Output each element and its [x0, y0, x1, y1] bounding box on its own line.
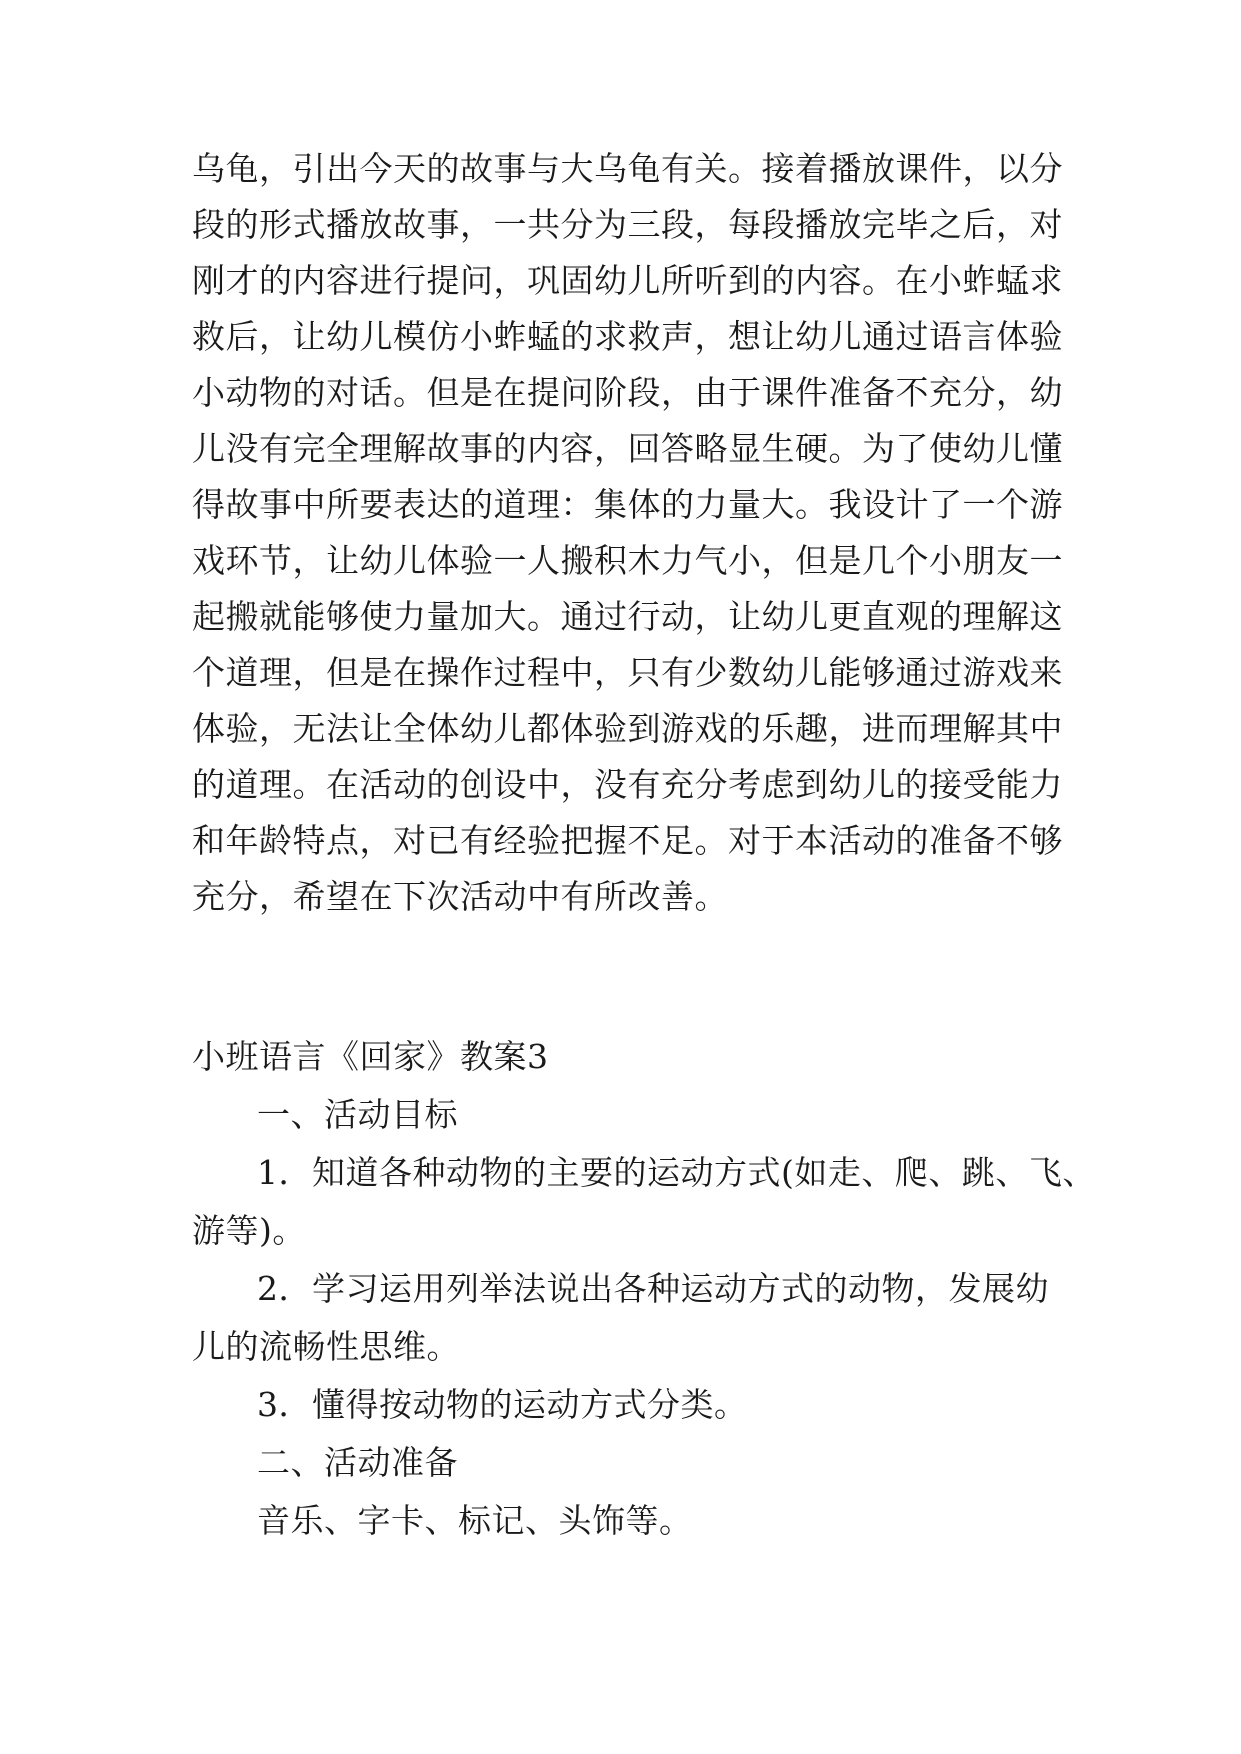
text-line: 刚才的内容进行提问，巩固幼儿所听到的内容。在小蚱蜢求 [192, 261, 1063, 300]
goal-2-line-1: 2．学习运用列举法说出各种运动方式的动物，发展幼 [257, 1269, 1049, 1308]
text-line: 戏环节，让幼儿体验一人搬积木力气小，但是几个小朋友一 [192, 541, 1063, 580]
text-line: 救后，让幼儿模仿小蚱蜢的求救声，想让幼儿通过语言体验 [192, 317, 1063, 356]
section-title: 小班语言《回家》教案3 [192, 1037, 549, 1076]
text-line: 段的形式播放故事，一共分为三段，每段播放完毕之后，对 [192, 205, 1063, 244]
text-line: 个道理，但是在操作过程中，只有少数幼儿能够通过游戏来 [192, 653, 1063, 692]
goal-2-line-2: 儿的流畅性思维。 [192, 1327, 460, 1366]
text-line: 小动物的对话。但是在提问阶段，由于课件准备不充分，幼 [192, 373, 1063, 412]
text-line: 体验，无法让全体幼儿都体验到游戏的乐趣，进而理解其中 [192, 709, 1063, 748]
heading-activity-goals: 一、活动目标 [257, 1095, 458, 1134]
text-line: 儿没有完全理解故事的内容，回答略显生硬。为了使幼儿懂 [192, 429, 1063, 468]
materials-text: 音乐、字卡、标记、头饰等。 [257, 1501, 693, 1540]
heading-activity-preparation: 二、活动准备 [257, 1443, 458, 1482]
text-line: 乌龟，引出今天的故事与大乌龟有关。接着播放课件，以分 [192, 149, 1063, 188]
goal-1-line-1: 1．知道各种动物的主要的运动方式(如走、爬、跳、飞、 [257, 1153, 1096, 1192]
text-line: 得故事中所要表达的道理：集体的力量大。我设计了一个游 [192, 485, 1063, 524]
goal-3: 3．懂得按动物的运动方式分类。 [257, 1385, 748, 1424]
goal-1-line-2: 游等)。 [192, 1211, 306, 1250]
text-line: 的道理。在活动的创设中，没有充分考虑到幼儿的接受能力 [192, 765, 1063, 804]
text-line: 充分，希望在下次活动中有所改善。 [192, 877, 728, 916]
text-line: 起搬就能够使力量加大。通过行动，让幼儿更直观的理解这 [192, 597, 1063, 636]
body-paragraph [192, 149, 1063, 916]
text-line: 和年龄特点，对已有经验把握不足。对于本活动的准备不够 [192, 821, 1063, 860]
